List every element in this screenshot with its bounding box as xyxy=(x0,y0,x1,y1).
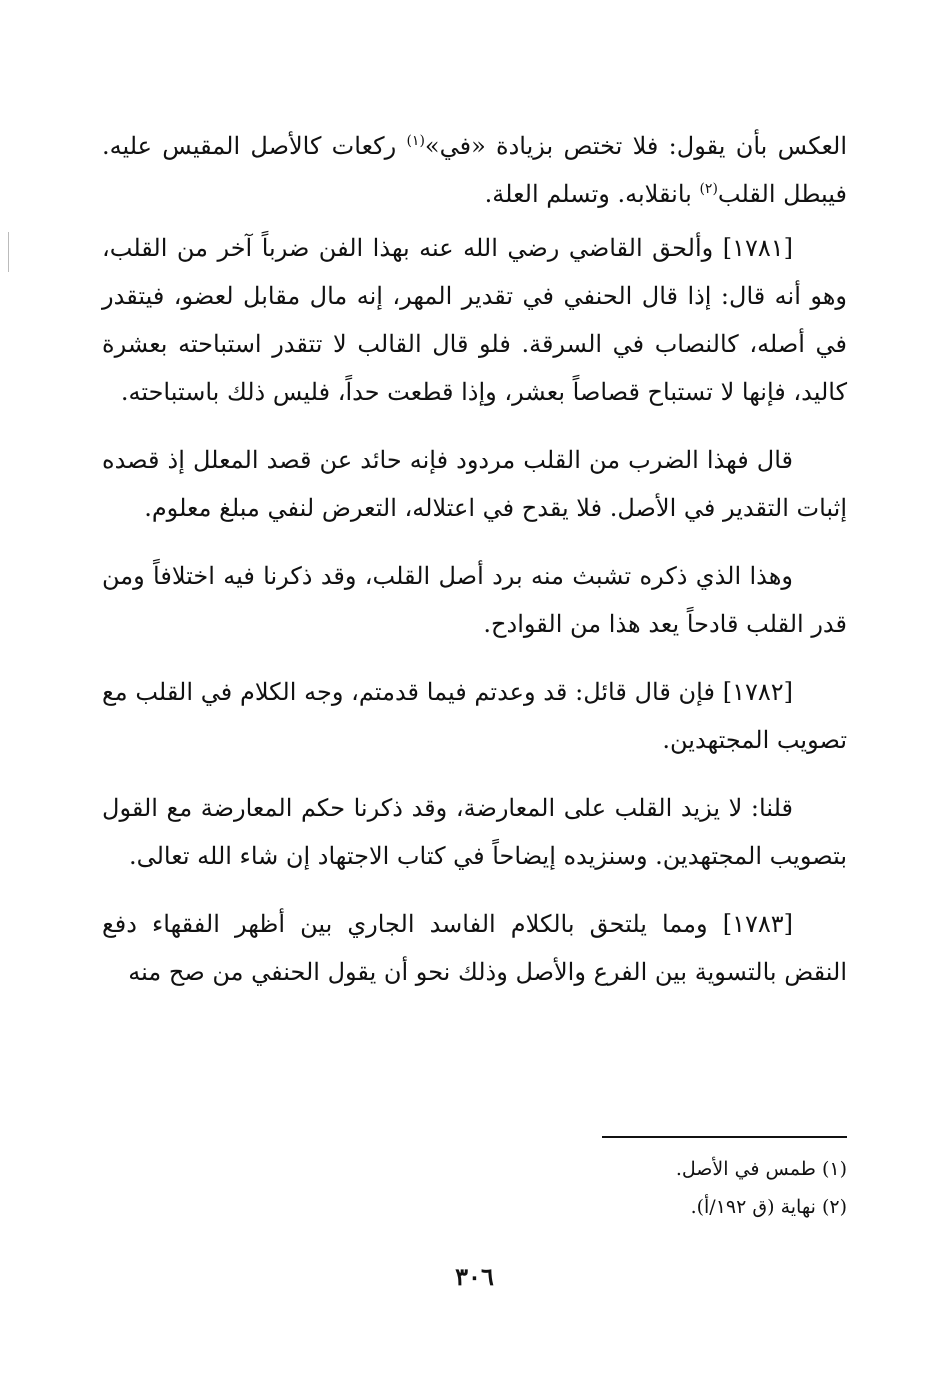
paragraph-1-text-a: العكس بأن يقول: فلا تختص بزيادة «في» xyxy=(424,132,848,160)
footnote-divider xyxy=(602,1136,847,1138)
footnote-ref-2[interactable]: (٢) xyxy=(699,181,718,197)
paragraph-6: قلنا: لا يزيد القلب على المعارضة، وقد ذكرنا حكم المعارضة مع القول بتصويب المجتهدين. وسنزيده إيضاحاً في كتاب الاجتهاد إن شاء الله تعالى. xyxy=(102,794,847,870)
footnote-ref-1[interactable]: (١) xyxy=(406,133,425,149)
footnote-1 xyxy=(102,1150,847,1188)
paragraph-3: قال فهذا الضرب من القلب مردود فإنه حائد عن قصد المعلل إذ قصده إثبات التقدير في الأصل. فلا يقدح في اعتلاله، التعرض لنفي مبلغ معلوم. xyxy=(102,446,847,522)
paragraph-1-text-b: ركعات كالأصل المقيس عليه. فيبطل القلب xyxy=(102,132,847,208)
paragraph-1 xyxy=(102,122,847,218)
paragraph-1783: [١٧٨٣] ومما يلتحق بالكلام الفاسد الجاري بين أظهر الفقهاء دفع النقض بالتسوية بين الفرع والأصل وذلك نحو أن يقول الحنفي من صح منه xyxy=(102,910,847,986)
scan-edge-mark xyxy=(8,232,9,272)
footnote-2-text: نهاية (ق ١٩٢/أ). xyxy=(690,1196,816,1218)
footnote-1-text: طمس في الأصل. xyxy=(675,1158,816,1180)
page-number: ٣٠٦ xyxy=(455,1262,494,1291)
footnotes xyxy=(102,1150,847,1226)
footnote-2 xyxy=(102,1188,847,1226)
paragraph-1781: [١٧٨١] وألحق القاضي رضي الله عنه بهذا الفن ضرباً آخر من القلب، وهو أنه قال: إذا قال الحنفي في تقدير المهر، إنه مال مقابل لعضو، فيتقدر في أصله، كالنصاب في السرقة. فلو قال القالب لا تتقدر استباحته بعشرة كاليد، فإنها لا تستباح قصاصاً بعشر، وإذا قطعت حداً، فليس ذلك باستباحته. xyxy=(102,234,847,406)
footnote-2-marker: (٢) xyxy=(821,1196,847,1218)
paragraph-1-text-c: بانقلابه. وتسلم العلة. xyxy=(484,180,700,208)
footnote-1-marker: (١) xyxy=(821,1158,847,1180)
main-text xyxy=(102,122,847,1016)
paragraph-1782: [١٧٨٢] فإن قال قائل: قد وعدتم فيما قدمتم، وجه الكلام في القلب مع تصويب المجتهدين. xyxy=(102,678,847,754)
paragraph-4: وهذا الذي ذكره تشبث منه برد أصل القلب، وقد ذكرنا فيه اختلافاً ومن قدر القلب قادحاً يعد هذا من القوادح. xyxy=(102,562,847,638)
